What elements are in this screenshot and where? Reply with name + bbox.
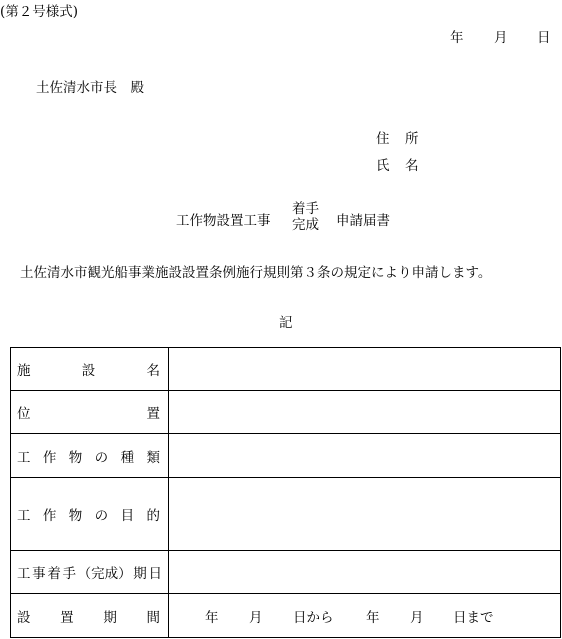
label-char: 作 <box>42 508 57 524</box>
label-char: 置 <box>146 406 160 422</box>
document-title: 工作物設置工事 <box>176 213 271 229</box>
label-char: 事 <box>32 566 46 582</box>
label-char: 日 <box>148 566 162 582</box>
label-char: 物 <box>68 508 83 524</box>
facility-name-label <box>11 348 169 391</box>
period-start-day: 日から <box>293 609 334 626</box>
location-label <box>11 391 169 434</box>
label-char: 手 <box>62 566 76 582</box>
label-char: 位 <box>17 406 31 422</box>
period-end-month: 月 <box>410 609 424 626</box>
installation-period-label <box>11 594 169 638</box>
label-char: 設 <box>81 363 96 379</box>
label-char: 物 <box>68 449 83 466</box>
label-char: 工 <box>17 508 31 524</box>
label-char: 着 <box>47 566 61 582</box>
label-char: の <box>94 508 109 524</box>
structure-purpose-label <box>11 478 169 551</box>
label-char: 作 <box>42 449 57 466</box>
structure-purpose-field[interactable] <box>169 478 561 551</box>
structure-type-field[interactable] <box>169 434 561 478</box>
address-label-char: 住 <box>376 131 390 147</box>
label-char: 間 <box>146 609 160 626</box>
title-option-complete: 完成 <box>292 217 319 233</box>
construction-date-field[interactable] <box>169 551 561 594</box>
ki-heading: 記 <box>279 315 293 331</box>
date-year-label: 年 <box>450 30 464 46</box>
location-field[interactable] <box>169 391 561 434</box>
label-char: 類 <box>146 449 160 466</box>
title-option-stack <box>292 201 319 233</box>
body-text: 土佐清水市観光船事業施設設置条例施行規則第３条の規定により申請します。 <box>20 265 492 281</box>
label-char: 種 <box>120 449 135 466</box>
application-table <box>10 347 561 638</box>
label-char: 的 <box>146 508 160 524</box>
label-char: 名 <box>146 363 160 379</box>
label-char: 工 <box>17 566 31 582</box>
address-label-char: 所 <box>405 131 419 147</box>
table-row <box>11 478 561 551</box>
addressee: 土佐清水市長 殿 <box>36 80 144 96</box>
form-number: (第２号様式) <box>0 4 79 20</box>
name-label-char: 名 <box>405 158 419 174</box>
construction-date-label <box>11 551 169 594</box>
label-char: 期 <box>103 609 117 626</box>
facility-name-field[interactable] <box>169 348 561 391</box>
period-start-month: 月 <box>249 609 263 626</box>
label-char: 設 <box>17 609 31 626</box>
label-char: 置 <box>60 609 74 626</box>
period-end-year: 年 <box>366 609 380 626</box>
name-label-char: 氏 <box>376 158 390 174</box>
table-row <box>11 348 561 391</box>
installation-period-field[interactable] <box>169 594 561 638</box>
table-row <box>11 391 561 434</box>
label-char: 目 <box>120 508 135 524</box>
label-char: の <box>94 449 109 466</box>
structure-type-label <box>11 434 169 478</box>
document-title-tail: 申請届書 <box>336 213 390 229</box>
period-start-year: 年 <box>205 609 219 626</box>
label-char: （完成） <box>77 566 132 582</box>
title-option-start: 着手 <box>292 201 319 217</box>
table-row <box>11 594 561 638</box>
date-day-label: 日 <box>537 30 551 46</box>
period-end-day: 日まで <box>453 609 494 626</box>
label-char: 工 <box>17 449 31 466</box>
table-row <box>11 434 561 478</box>
label-char: 施 <box>17 363 31 379</box>
label-char: 期 <box>133 566 147 582</box>
date-month-label: 月 <box>494 30 508 46</box>
table-row <box>11 551 561 594</box>
